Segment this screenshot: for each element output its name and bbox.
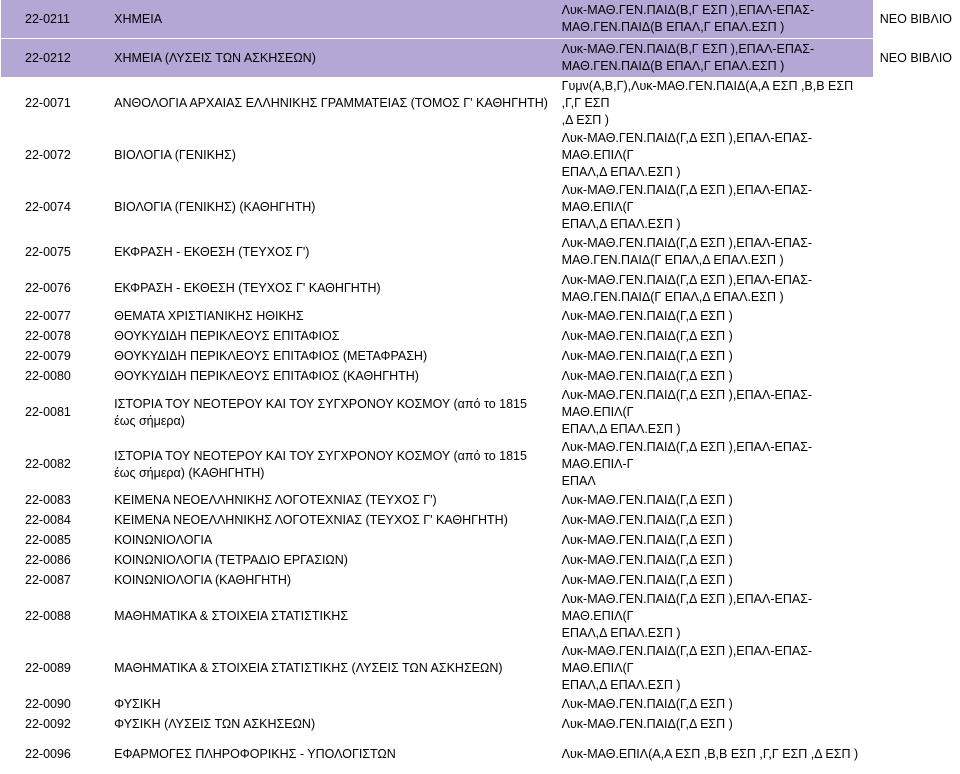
book-title: ΚΕΙΜΕΝΑ ΝΕΟΕΛΛΗΝΙΚΗΣ ΛΟΓΟΤΕΧΝΙΑΣ (ΤΕΥΧΟΣ Γ') xyxy=(108,491,555,511)
school-level-line: Λυκ-ΜΑΘ.ΓΕΝ.ΠΑΙΔ(Γ,Δ ΕΣΠ ) xyxy=(561,573,733,587)
school-levels xyxy=(556,591,873,643)
book-title: ΕΦΑΡΜΟΓΕΣ ΠΛΗΡΟΦΟΡΙΚΗΣ - ΥΠΟΛΟΓΙΣΤΩΝ xyxy=(108,735,555,774)
school-levels xyxy=(556,695,873,715)
book-code: 22-0077 xyxy=(1,307,108,327)
new-book-badge xyxy=(873,78,959,130)
table-row xyxy=(1,39,959,78)
school-level-line: ΕΠΑΛ,Δ ΕΠΑΛ.ΕΣΠ ) xyxy=(561,217,681,231)
school-level-line: Λυκ-ΜΑΘ.ΓΕΝ.ΠΑΙΔ(Γ,Δ ΕΣΠ ),ΕΠΑΛ-ΕΠΑΣ- xyxy=(561,272,813,287)
new-book-badge xyxy=(873,234,959,271)
school-level-line: Λυκ-ΜΑΘ.ΓΕΝ.ΠΑΙΔ(Γ,Δ ΕΣΠ ) xyxy=(561,513,733,527)
school-levels xyxy=(556,78,873,130)
book-code: 22-0096 xyxy=(1,735,108,774)
school-level-line: Λυκ-ΜΑΘ.ΓΕΝ.ΠΑΙΔ(Γ,Δ ΕΣΠ ) xyxy=(561,493,733,507)
book-title: ΧΗΜΕΙΑ (ΛΥΣΕΙΣ ΤΩΝ ΑΣΚΗΣΕΩΝ) xyxy=(108,39,555,78)
book-title: ΕΚΦΡΑΣΗ - ΕΚΘΕΣΗ (ΤΕΥΧΟΣ Γ') xyxy=(108,234,555,271)
school-level-line: ΜΑΘ.ΓΕΝ.ΠΑΙΔ(Γ ΕΠΑΛ,Δ ΕΠΑΛ.ΕΣΠ ) xyxy=(561,253,784,267)
school-levels xyxy=(556,347,873,367)
book-code: 22-0083 xyxy=(1,491,108,511)
school-level-line: Λυκ-ΜΑΘ.ΓΕΝ.ΠΑΙΔ(Γ,Δ ΕΣΠ ) xyxy=(561,697,733,711)
school-level-line: ΕΠΑΛ,Δ ΕΠΑΛ.ΕΣΠ ) xyxy=(561,626,681,640)
new-book-badge xyxy=(873,367,959,387)
school-level-line: ΕΠΑΛ,Δ ΕΠΑΛ.ΕΣΠ ) xyxy=(561,678,681,692)
book-title: ΚΕΙΜΕΝΑ ΝΕΟΕΛΛΗΝΙΚΗΣ ΛΟΓΟΤΕΧΝΙΑΣ (ΤΕΥΧΟΣ Γ' ΚΑΘΗΓΗΤΗ) xyxy=(108,511,555,531)
book-title: ΜΑΘΗΜΑΤΙΚΑ & ΣΤΟΙΧΕΙΑ ΣΤΑΤΙΣΤΙΚΗΣ xyxy=(108,591,555,643)
new-book-badge xyxy=(873,327,959,347)
table-row xyxy=(1,439,959,491)
school-level-line: Λυκ-ΜΑΘ.ΓΕΝ.ΠΑΙΔ(Γ,Δ ΕΣΠ ),ΕΠΑΛ-ΕΠΑΣ-ΜΑΘ.ΕΠΙΛ(Γ xyxy=(561,131,813,162)
school-level-line: Λυκ-ΜΑΘ.ΓΕΝ.ΠΑΙΔ(Γ,Δ ΕΣΠ ) xyxy=(561,717,733,731)
table-row xyxy=(1,735,959,774)
table-row xyxy=(1,531,959,551)
school-level-line: Λυκ-ΜΑΘ.ΓΕΝ.ΠΑΙΔ(Γ,Δ ΕΣΠ ),ΕΠΑΛ-ΕΠΑΣ- xyxy=(561,236,813,250)
school-levels xyxy=(556,367,873,387)
book-title: ΜΑΘΗΜΑΤΙΚΑ & ΣΤΟΙΧΕΙΑ ΣΤΑΤΙΣΤΙΚΗΣ (ΛΥΣΕΙΣ ΤΩΝ ΑΣΚΗΣΕΩΝ) xyxy=(108,643,555,695)
table-row xyxy=(1,182,959,234)
school-levels xyxy=(556,182,873,234)
book-table xyxy=(1,0,959,774)
school-levels xyxy=(556,387,873,439)
school-levels xyxy=(556,327,873,347)
book-code: 22-0090 xyxy=(1,695,108,715)
new-book-badge xyxy=(873,735,959,774)
school-level-line: Λυκ-ΜΑΘ.ΓΕΝ.ΠΑΙΔ(Γ,Δ ΕΣΠ ) xyxy=(561,553,733,567)
new-book-badge xyxy=(873,511,959,531)
school-levels xyxy=(556,0,873,39)
school-level-line: Γυμν(Α,Β,Γ),Λυκ-ΜΑΘ.ΓΕΝ.ΠΑΙΔ(Α,Α ΕΣΠ ,Β,Β ΕΣΠ ,Γ,Γ ΕΣΠ xyxy=(561,79,854,110)
school-level-line: Λυκ-ΜΑΘ.ΓΕΝ.ΠΑΙΔ(Β,Γ ΕΣΠ ),ΕΠΑΛ-ΕΠΑΣ- xyxy=(561,3,815,17)
book-title: ΧΗΜΕΙΑ xyxy=(108,0,555,39)
book-code: 22-0092 xyxy=(1,715,108,735)
book-title: ΦΥΣΙΚΗ (ΛΥΣΕΙΣ ΤΩΝ ΑΣΚΗΣΕΩΝ) xyxy=(108,715,555,735)
school-levels xyxy=(556,234,873,271)
book-code: 22-0075 xyxy=(1,234,108,271)
school-level-line: ,Δ ΕΣΠ ) xyxy=(561,113,609,127)
book-code: 22-0080 xyxy=(1,367,108,387)
school-level-line: Λυκ-ΜΑΘ.ΓΕΝ.ΠΑΙΔ(Γ,Δ ΕΣΠ ) xyxy=(561,329,733,343)
school-levels xyxy=(556,307,873,327)
new-book-badge xyxy=(873,491,959,511)
table-row xyxy=(1,591,959,643)
book-title: ΒΙΟΛΟΓΙΑ (ΓΕΝΙΚΗΣ) (ΚΑΘΗΓΗΤΗ) xyxy=(108,182,555,234)
book-code: 22-0071 xyxy=(1,78,108,130)
book-title: ΙΣΤΟΡΙΑ ΤΟΥ ΝΕΟΤΕΡΟΥ ΚΑΙ ΤΟΥ ΣΥΓΧΡΟΝΟΥ ΚΟΣΜΟΥ (από το 1815 έως σήμερα) (ΚΑΘΗΓΗΤΗ) xyxy=(108,439,555,491)
book-table-body xyxy=(1,0,959,774)
table-row xyxy=(1,511,959,531)
school-level-line: Λυκ-ΜΑΘ.ΓΕΝ.ΠΑΙΔ(Γ,Δ ΕΣΠ ) xyxy=(561,369,733,383)
table-row xyxy=(1,643,959,695)
book-title: ΚΟΙΝΩΝΙΟΛΟΓΙΑ (ΤΕΤΡΑΔΙΟ ΕΡΓΑΣΙΩΝ) xyxy=(108,551,555,571)
new-book-badge xyxy=(873,130,959,182)
table-row xyxy=(1,695,959,715)
school-levels xyxy=(556,271,873,307)
book-code: 22-0079 xyxy=(1,347,108,367)
book-code: 22-0088 xyxy=(1,591,108,643)
new-book-badge: ΝΕΟ ΒΙΒΛΙΟ xyxy=(873,39,959,78)
table-row xyxy=(1,327,959,347)
school-level-line: Λυκ-ΜΑΘ.ΓΕΝ.ΠΑΙΔ(Γ,Δ ΕΣΠ ) xyxy=(561,349,733,363)
school-levels xyxy=(556,39,873,78)
book-code: 22-0084 xyxy=(1,511,108,531)
school-level-line: Λυκ-ΜΑΘ.ΓΕΝ.ΠΑΙΔ(Β,Γ ΕΣΠ ),ΕΠΑΛ-ΕΠΑΣ- xyxy=(561,42,815,56)
school-levels xyxy=(556,715,873,735)
book-code: 22-0078 xyxy=(1,327,108,347)
book-title: ΘΟΥΚΥΔΙΔΗ ΠΕΡΙΚΛΕΟΥΣ ΕΠΙΤΑΦΙΟΣ (ΜΕΤΑΦΡΑΣΗ) xyxy=(108,347,555,367)
table-row xyxy=(1,234,959,271)
school-level-line: ΜΑΘ.ΓΕΝ.ΠΑΙΔ(Β ΕΠΑΛ,Γ ΕΠΑΛ.ΕΣΠ ) xyxy=(561,59,785,73)
school-level-line: Λυκ-ΜΑΘ.ΓΕΝ.ΠΑΙΔ(Γ,Δ ΕΣΠ ),ΕΠΑΛ-ΕΠΑΣ-ΜΑΘ.ΕΠΙΛ-Γ xyxy=(561,440,813,471)
new-book-badge xyxy=(873,715,959,735)
book-code: 22-0072 xyxy=(1,130,108,182)
new-book-badge xyxy=(873,439,959,491)
new-book-badge xyxy=(873,571,959,591)
book-title: ΚΟΙΝΩΝΙΟΛΟΓΙΑ (ΚΑΘΗΓΗΤΗ) xyxy=(108,571,555,591)
school-level-line: ΕΠΑΛ xyxy=(561,474,596,488)
table-row xyxy=(1,307,959,327)
book-title: ΑΝΘΟΛΟΓΙΑ ΑΡΧΑΙΑΣ ΕΛΛΗΝΙΚΗΣ ΓΡΑΜΜΑΤΕΙΑΣ (ΤΟΜΟΣ Γ' ΚΑΘΗΓΗΤΗ) xyxy=(108,78,555,130)
book-title: ΘΟΥΚΥΔΙΔΗ ΠΕΡΙΚΛΕΟΥΣ ΕΠΙΤΑΦΙΟΣ (ΚΑΘΗΓΗΤΗ) xyxy=(108,367,555,387)
table-row xyxy=(1,715,959,735)
new-book-badge xyxy=(873,347,959,367)
table-row xyxy=(1,571,959,591)
new-book-badge xyxy=(873,182,959,234)
new-book-badge xyxy=(873,643,959,695)
school-level-line: ΜΑΘ.ΓΕΝ.ΠΑΙΔ(Β ΕΠΑΛ,Γ ΕΠΑΛ.ΕΣΠ ) xyxy=(561,20,785,34)
school-levels xyxy=(556,491,873,511)
school-levels xyxy=(556,511,873,531)
school-level-line: ΕΠΑΛ,Δ ΕΠΑΛ.ΕΣΠ ) xyxy=(561,422,681,436)
school-level-line: Λυκ-ΜΑΘ.ΓΕΝ.ΠΑΙΔ(Γ,Δ ΕΣΠ ) xyxy=(561,309,733,323)
school-levels xyxy=(556,130,873,182)
school-level-line: Λυκ-ΜΑΘ.ΓΕΝ.ΠΑΙΔ(Γ,Δ ΕΣΠ ) xyxy=(561,533,733,547)
book-code: 22-0086 xyxy=(1,551,108,571)
new-book-badge xyxy=(873,307,959,327)
table-row xyxy=(1,130,959,182)
school-level-line: Λυκ-ΜΑΘ.ΓΕΝ.ΠΑΙΔ(Γ,Δ ΕΣΠ ),ΕΠΑΛ-ΕΠΑΣ-ΜΑΘ.ΕΠΙΛ(Γ xyxy=(561,644,813,675)
book-code: 22-0085 xyxy=(1,531,108,551)
school-levels xyxy=(556,571,873,591)
table-row xyxy=(1,271,959,307)
new-book-badge xyxy=(873,271,959,307)
school-level-line: ΜΑΘ.ΓΕΝ.ΠΑΙΔ(Γ ΕΠΑΛ,Δ ΕΠΑΛ.ΕΣΠ ) xyxy=(561,289,784,304)
school-level-line: ΕΠΑΛ,Δ ΕΠΑΛ.ΕΣΠ ) xyxy=(561,165,681,179)
new-book-badge xyxy=(873,591,959,643)
book-title: ΚΟΙΝΩΝΙΟΛΟΓΙΑ xyxy=(108,531,555,551)
book-code: 22-0076 xyxy=(1,271,108,307)
school-levels xyxy=(556,735,873,774)
table-row xyxy=(1,367,959,387)
school-level-line: Λυκ-ΜΑΘ.ΓΕΝ.ΠΑΙΔ(Γ,Δ ΕΣΠ ),ΕΠΑΛ-ΕΠΑΣ-ΜΑΘ.ΕΠΙΛ(Γ xyxy=(561,183,813,214)
table-row xyxy=(1,387,959,439)
new-book-badge xyxy=(873,551,959,571)
book-code: 22-0081 xyxy=(1,387,108,439)
book-code: 22-0212 xyxy=(1,39,108,78)
book-title: ΦΥΣΙΚΗ xyxy=(108,695,555,715)
new-book-badge xyxy=(873,531,959,551)
table-row xyxy=(1,0,959,39)
new-book-badge xyxy=(873,695,959,715)
school-levels xyxy=(556,531,873,551)
school-levels xyxy=(556,551,873,571)
table-row xyxy=(1,551,959,571)
book-code: 22-0087 xyxy=(1,571,108,591)
table-row xyxy=(1,491,959,511)
book-code: 22-0089 xyxy=(1,643,108,695)
book-code: 22-0074 xyxy=(1,182,108,234)
book-title: ΒΙΟΛΟΓΙΑ (ΓΕΝΙΚΗΣ) xyxy=(108,130,555,182)
book-code: 22-0082 xyxy=(1,439,108,491)
school-levels xyxy=(556,439,873,491)
book-title: ΘΟΥΚΥΔΙΔΗ ΠΕΡΙΚΛΕΟΥΣ ΕΠΙΤΑΦΙΟΣ xyxy=(108,327,555,347)
table-row xyxy=(1,347,959,367)
school-level-line: Λυκ-ΜΑΘ.ΓΕΝ.ΠΑΙΔ(Γ,Δ ΕΣΠ ),ΕΠΑΛ-ΕΠΑΣ-ΜΑΘ.ΕΠΙΛ(Γ xyxy=(561,388,813,419)
book-title: ΘΕΜΑΤΑ ΧΡΙΣΤΙΑΝΙΚΗΣ ΗΘΙΚΗΣ xyxy=(108,307,555,327)
book-title: ΙΣΤΟΡΙΑ ΤΟΥ ΝΕΟΤΕΡΟΥ ΚΑΙ ΤΟΥ ΣΥΓΧΡΟΝΟΥ ΚΟΣΜΟΥ (από το 1815 έως σήμερα) xyxy=(108,387,555,439)
new-book-badge: ΝΕΟ ΒΙΒΛΙΟ xyxy=(873,0,959,39)
book-title: ΕΚΦΡΑΣΗ - ΕΚΘΕΣΗ (ΤΕΥΧΟΣ Γ' ΚΑΘΗΓΗΤΗ) xyxy=(108,271,555,307)
school-levels xyxy=(556,643,873,695)
school-level-line: Λυκ-ΜΑΘ.ΓΕΝ.ΠΑΙΔ(Γ,Δ ΕΣΠ ),ΕΠΑΛ-ΕΠΑΣ-ΜΑΘ.ΕΠΙΛ(Γ xyxy=(561,592,813,623)
book-code: 22-0211 xyxy=(1,0,108,39)
new-book-badge xyxy=(873,387,959,439)
school-level-line: Λυκ-ΜΑΘ.ΕΠΙΛ(Α,Α ΕΣΠ ,Β,Β ΕΣΠ ,Γ,Γ ΕΣΠ ,Δ ΕΣΠ ) xyxy=(561,746,859,761)
table-row xyxy=(1,78,959,130)
